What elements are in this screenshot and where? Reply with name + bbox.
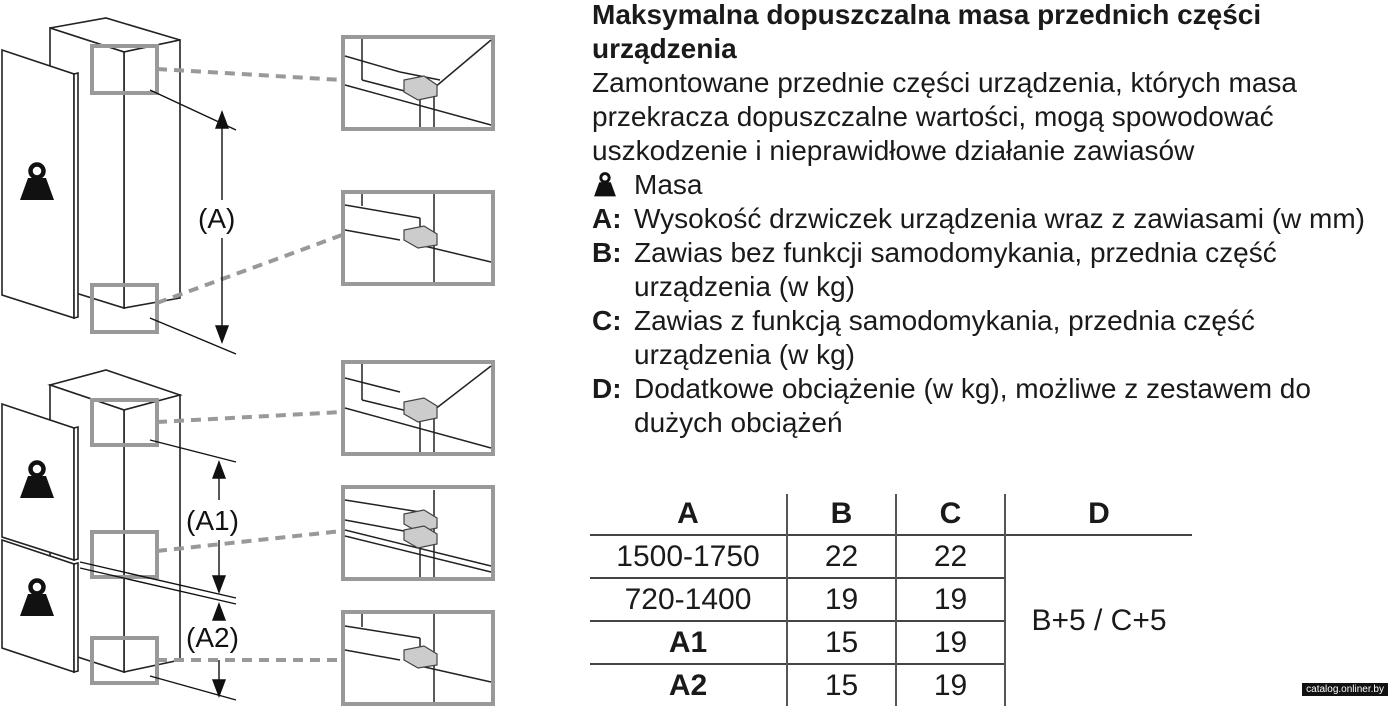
header-b: B xyxy=(787,494,896,535)
detail-box-3 xyxy=(343,362,493,454)
table-cell: 19 xyxy=(896,578,1005,621)
hinge-diagram xyxy=(0,0,590,708)
legend-item-c xyxy=(592,304,1392,372)
load-table xyxy=(590,494,1192,706)
legend-key: B: xyxy=(592,237,622,268)
legend-item-d xyxy=(592,372,1392,440)
table-cell: 1500-1750 xyxy=(590,535,787,578)
legend-text: Zawias bez funkcji samodomykania, przednia część urządzenia (w kg) xyxy=(634,237,1277,302)
table-cell: 720-1400 xyxy=(590,578,787,621)
table-header-row xyxy=(590,494,1192,535)
legend-text: Masa xyxy=(634,169,703,200)
legend-item-b xyxy=(592,236,1392,304)
intro-paragraph: Zamontowane przednie części urządzenia, których masa przekracza dopuszczalne wartości, mogą spowodować uszkodzenie i nieprawidłowe działanie zawiasów xyxy=(592,67,1298,166)
table-cell: 19 xyxy=(896,621,1005,664)
watermark: catalog.onliner.by xyxy=(1302,683,1388,696)
detail-box-2 xyxy=(343,192,493,284)
legend-key: C: xyxy=(592,305,622,336)
weight-icon xyxy=(592,168,634,202)
table-cell: 15 xyxy=(787,621,896,664)
legend-text: Zawias z funkcją samodomykania, przednia część urządzenia (w kg) xyxy=(634,305,1255,370)
legend-key: A: xyxy=(592,203,622,234)
section-title: Maksymalna dopuszczalna masa przednich części urządzenia xyxy=(592,0,1262,64)
detail-box-4 xyxy=(343,487,493,579)
legend-text: Dodatkowe obciążenie (w kg), możliwe z zestawem do dużych obciążeń xyxy=(634,373,1311,438)
table-cell: 19 xyxy=(787,578,896,621)
detail-box-1 xyxy=(343,37,493,129)
header-a: A xyxy=(677,497,699,530)
table-row xyxy=(590,535,1192,578)
legend-item-a xyxy=(592,202,1392,236)
table-cell: 15 xyxy=(787,664,896,706)
table-cell: 22 xyxy=(787,535,896,578)
label-a1: (A1) xyxy=(186,505,239,536)
label-a2: (A2) xyxy=(186,622,239,653)
instructions-text xyxy=(592,0,1392,440)
label-a: (A) xyxy=(198,203,236,234)
header-c: C xyxy=(896,494,1005,535)
legend-key: D: xyxy=(592,373,622,404)
legend-item-mass xyxy=(592,168,1392,202)
table-cell: A2 xyxy=(590,664,787,706)
header-d: D xyxy=(1005,494,1192,535)
table-cell: 19 xyxy=(896,664,1005,706)
detail-box-5 xyxy=(343,612,493,704)
table-cell: A1 xyxy=(590,621,787,664)
legend-text: Wysokość drzwiczek urządzenia wraz z zawiasami (w mm) xyxy=(634,203,1366,234)
table-cell-d-merged: B+5 / C+5 xyxy=(1005,535,1192,706)
table-cell: 22 xyxy=(896,535,1005,578)
